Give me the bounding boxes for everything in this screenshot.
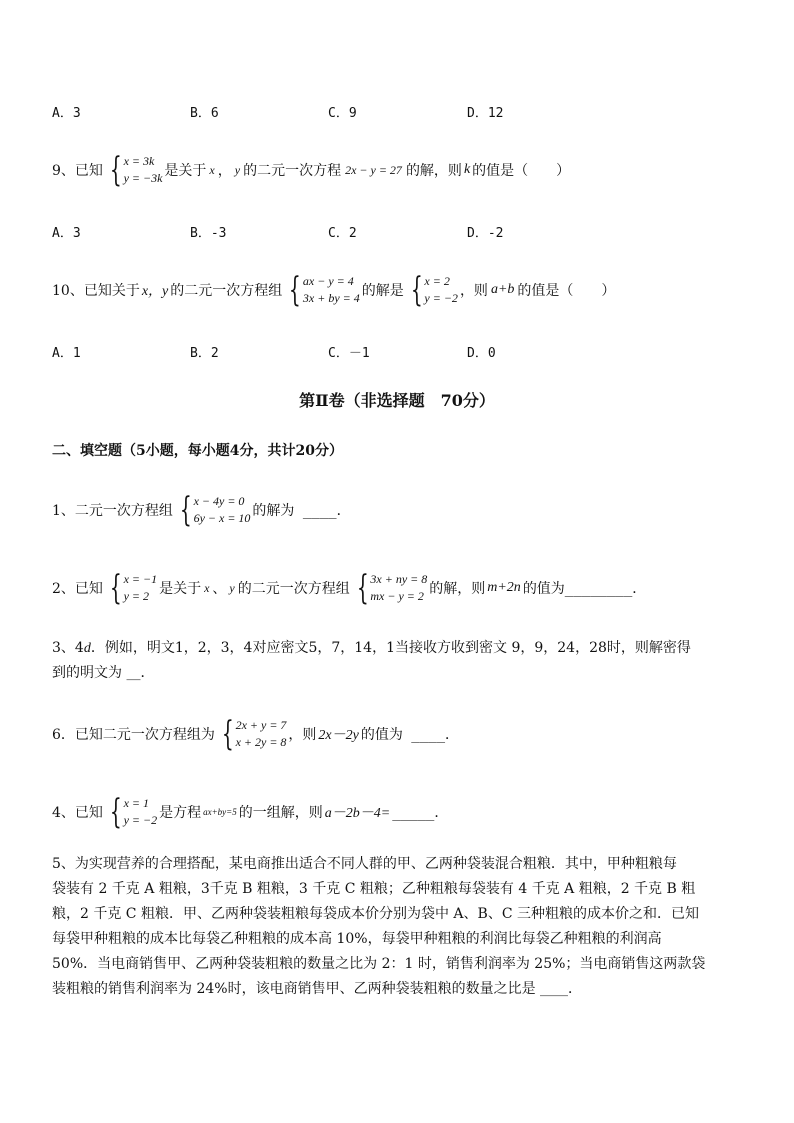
option-a: A．1 [52, 346, 81, 361]
q9-mid: 是关于 [164, 163, 207, 179]
f2-mid2: 的二元一次方程组 [237, 581, 350, 597]
q9-eq2: y = −3k [123, 171, 163, 185]
section-title: 二、填空题（5小题，每小题4分，共计20分） [52, 443, 343, 459]
brace-icon: { [109, 150, 122, 190]
option-a: A．3 [52, 106, 81, 121]
option-c: C．9 [328, 106, 357, 121]
q9-suffix-b: 的值是（ ） [472, 163, 571, 179]
q9-suffix-a: 的解，则 [405, 163, 462, 179]
f5-line: 50%．当电商销售甲、乙两种袋装粗粮的数量之比为 2：1 时，销售利润率为 25%；当电商销售这两款袋 [52, 956, 706, 972]
f6-prefix: 6．已知二元一次方程组为 [52, 727, 215, 743]
f3-line1-b: ．例如，明文1，2，3，4对应密文5，7，14，1当接收方收到密文 9，9，24，28时，则解密得 [90, 640, 691, 656]
f2-s-eq1: 3x + ny = 8 [370, 572, 428, 586]
f2-var-x: x [204, 580, 210, 595]
brace-icon: { [221, 714, 234, 754]
q9-comma: ， [217, 163, 232, 179]
brace-icon: { [289, 270, 302, 310]
q9-system [105, 151, 163, 189]
option-d: D．0 [467, 346, 496, 361]
f6-eq1: 2x + y = 7 [235, 718, 287, 732]
brace-icon: { [410, 270, 423, 310]
option-b: B．6 [190, 106, 219, 121]
q10-sys1-eq1: ax − y = 4 [302, 274, 354, 288]
f2-var-y: y [229, 580, 235, 595]
f4-eq1: x = 1 [123, 796, 149, 810]
f6-mid: ，则 [288, 727, 317, 743]
f4-suffix: _____． [392, 805, 449, 821]
brace-icon: { [356, 568, 369, 608]
f2-system-solution [105, 569, 157, 607]
question-10 [52, 270, 615, 310]
f1-eq1: x − 4y = 0 [193, 494, 245, 508]
q9-eq1: x = 3k [123, 154, 155, 168]
f2-expr: m+2n [487, 580, 521, 595]
fill-question-2 [52, 568, 646, 608]
brace-icon: { [109, 568, 122, 608]
q10-suffix: 的值是（ ） [517, 283, 616, 299]
f2-mid3: 的解，则 [429, 581, 486, 597]
option-d: D．-2 [467, 226, 504, 241]
f1-system [175, 491, 251, 529]
option-c: C．－1 [328, 346, 370, 361]
f6-suffix: 的值为 ____． [360, 727, 460, 743]
f1-suffix: 的解为 ____． [252, 503, 351, 519]
option-a: A．3 [52, 226, 81, 241]
f3-line2: 到的明文为 __． [52, 665, 155, 681]
f4-mid: 是方程 [159, 805, 202, 821]
f5-line: 5、为实现营养的合理搭配，某电商推出适合不同人群的甲、乙两种袋装混合粗粮．其中，甲种粗粮每 [52, 856, 677, 872]
f6-expr: 2x－2y [318, 728, 359, 743]
part-two-heading: 第Ⅱ卷（非选择题 70分） [299, 391, 495, 410]
q10-sys1-eq2: 3x + by = 4 [302, 291, 360, 305]
f2-prefix: 2、已知 [52, 581, 103, 597]
q10-expr: a+b [490, 282, 515, 297]
q10-sys2-eq1: x = 2 [424, 274, 450, 288]
q10-mid2: 的解是 [361, 283, 404, 299]
option-b: B．2 [190, 346, 219, 361]
option-c: C．2 [328, 226, 357, 241]
q9-var-y: y [234, 162, 241, 177]
q9-mid2: 的二元一次方程 [243, 163, 342, 179]
f4-system [105, 793, 157, 831]
q9-equation: 2x − y = 27 [345, 162, 402, 177]
f2-system [352, 569, 428, 607]
fill-question-4 [52, 792, 448, 832]
f3-var-d: d [83, 641, 91, 656]
f1-eq2: 6y − x = 10 [193, 511, 251, 525]
f6-eq2: x + 2y = 8 [235, 735, 287, 749]
option-d: D．12 [467, 106, 504, 121]
f2-eq1: x = −1 [123, 572, 158, 586]
f5-line: 袋装有 2 千克 A 粗粮，3千克 B 粗粮，3 千克 C 粗粮；乙种粗粮每袋装有 4 千克 A 粗粮，2 千克 B 粗 [52, 881, 696, 897]
q9-var-k: k [463, 162, 471, 177]
fill-question-5 [52, 852, 742, 1002]
f2-mid: 是关于 [159, 581, 202, 597]
f3-line1-a: 3、4 [52, 640, 84, 656]
f6-system [217, 715, 287, 753]
f2-s-eq2: mx − y = 2 [370, 589, 424, 603]
fill-question-1 [52, 490, 351, 530]
q9-prefix: 9、已知 [52, 163, 103, 179]
q10-mid3: ，则 [459, 283, 488, 299]
q10-system-1 [284, 271, 360, 309]
f4-mid2: 的一组解，则 [238, 805, 323, 821]
f4-expr: a－2b－4= [324, 806, 391, 821]
q10-system-2 [406, 271, 458, 309]
brace-icon: { [109, 792, 122, 832]
f5-line: 装粗粮的销售利润率为 24%时，该电商销售甲、乙两种袋装粗粮的数量之比是 ____． [52, 981, 583, 997]
f2-eq2: y = 2 [123, 589, 149, 603]
fill-question-3 [52, 636, 742, 686]
q10-mid: 的二元一次方程组 [170, 283, 283, 299]
f2-sep: 、 [212, 581, 227, 597]
brace-icon: { [179, 490, 192, 530]
q10-vars: x，y [141, 284, 169, 299]
f5-line: 每袋甲种粗粮的成本比每袋乙种粗粮的成本高 10%，每袋甲种粗粮的利润比每袋乙种粗粮的利润高 [52, 931, 662, 947]
f2-suffix: 的值为________． [522, 581, 647, 597]
q10-prefix: 10、已知关于 [52, 283, 140, 299]
f4-eq2: y = −2 [123, 813, 158, 827]
q10-sys2-eq2: y = −2 [424, 291, 458, 305]
q9-var-x: x [209, 162, 215, 177]
f5-line: 粮，2 千克 C 粗粮．甲、乙两种袋装粗粮每袋成本价分别为袋中 A、B、C 三种粗粮的成本价之和．已知 [52, 906, 699, 922]
question-9 [52, 150, 570, 190]
f4-equation: ax+by=5 [203, 807, 237, 817]
f4-prefix: 4、已知 [52, 805, 103, 821]
option-b: B．-3 [190, 226, 227, 241]
f1-prefix: 1、二元一次方程组 [52, 503, 173, 519]
fill-question-6 [52, 714, 459, 754]
